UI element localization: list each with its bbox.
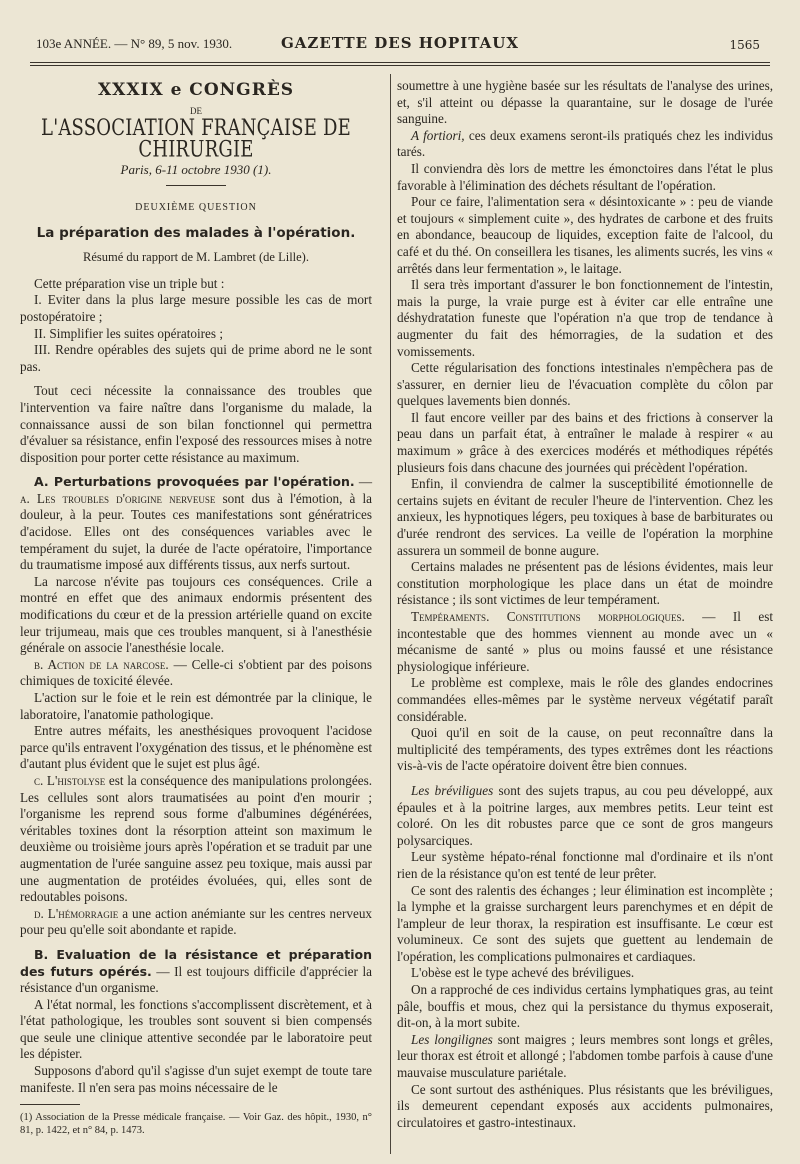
paragraph: Tout ceci nécessite la connaissance des troubles que l'intervention va faire naître dans l'organisme du malade, la connaissance aussi de son bilan fonctionnel qui permettra d'évaluer sa résistance, enfin l'exposé des ressources mises à notre disposition pour porter cette résistance au maximum.: [20, 383, 372, 465]
association-title: L'ASSOCIATION FRANÇAISE DE CHIRURGIE: [41, 115, 351, 163]
subheading: d. L'hémorragie: [34, 905, 119, 921]
paragraph: Cette préparation vise un triple but :: [34, 275, 225, 291]
issue-info: 103e ANNÉE. — N° 89, 5 nov. 1930.: [36, 36, 233, 51]
paragraph: Leur système hépato-rénal fonctionne mal d'ordinaire et ils n'ont rien de la résistance qu'on est tenté de leur prêter.: [397, 849, 773, 881]
section-heading-b: B. Evaluation de la résistance et préparation des futurs opérés.: [20, 946, 372, 979]
paragraph: Enfin, il conviendra de calmer la susceptibilité émotionnelle de certains sujets en évitant de reculer l'heure de l'intervention. Chez les anxieux, les hypnotiques légers, peu toxiques à base de barbiturates ou d'urée rendront des services. La veille de l'opération la morphine assurera un sommeil de bonne augure.: [397, 476, 773, 558]
footnote: (1) Association de la Presse médicale française. — Voir Gaz. des hôpit., 1930, n° 81, p. 1422, et n° 84, p. 1473.: [20, 1112, 372, 1137]
paragraph: Cette régularisation des fonctions intestinales n'empêchera pas de s'assurer, en dernier lieu de l'évacuation complète du côlon par quelques lavements bien donnés.: [397, 360, 773, 409]
paragraph: Tempéraments. Constitutions morphologiques. — Il est incontestable que des hommes viennent au monde avec un « mécanisme de santé » plus ou moins faussé et une résistance physiologique inférieure.: [397, 609, 773, 674]
paragraph: Quoi qu'il en soit de la cause, on peut reconnaître dans la multiplicité des tempéraments, des types extrêmes dont les réactions vis-à-vis de l'acte opératoire doivent être bien connues.: [397, 725, 773, 774]
paragraph: L'obèse est le type achevé des bréviligues.: [411, 965, 635, 981]
right-column: [397, 78, 773, 1131]
paragraph: Le problème est complexe, mais le rôle des glandes endocrines commandées elles-mêmes par le système nerveux végétatif paraît considérable.: [397, 675, 773, 724]
header-rule-double: [30, 65, 770, 66]
summary-line: Résumé du rapport de M. Lambret (de Lille).: [83, 250, 309, 265]
paragraph: III. Rendre opérables des sujets qui de prime abord ne le sont pas.: [20, 342, 372, 374]
column-divider: [390, 74, 391, 1154]
paragraph: Il sera très important d'assurer le bon fonctionnement de l'intestin, mais la purge, la vraie purge est à éviter car elle entraîne une déshydratation funeste que l'opération n'a que trop de tendance à augmenter du fait des hémorragies, de la sudation et des vomissements.: [397, 277, 773, 359]
page-header: [36, 30, 764, 60]
paragraph: A. Perturbations provoquées par l'opération. — a. Les troubles d'origine nerveuse sont dus à l'émotion, à la douleur, à la peur. Toutes ces manifestations sont génératrices d'acidose. Elles ont des conséquences variables avec le tempérament du sujet, la durée de l'acte opératoire, l'importance du traumatisme imposé aux différents tissus, aux nerfs surtout.: [20, 474, 373, 573]
paragraph: La narcose n'évite pas toujours ces conséquences. Crile a montré en effet que des animaux endormis présentent des modifications du cœur et de la pression artérielle quand on excite leur trijumeau, mais que ces troubles manquent, si à l'anesthésie générale on associe l'anesthésie locale.: [20, 573, 372, 656]
subheading: b. Action de la narcose.: [34, 656, 169, 672]
paragraph: Certains malades ne présentent pas de lésions évidentes, mais leur constitution morphologique les place dans un état de moindre résistance ; ils sont victimes de leur tempérament.: [397, 559, 773, 608]
paragraph: B. Evaluation de la résistance et préparation des futurs opérés. — Il est toujours difficile d'apprécier la résistance d'un organisme.: [20, 946, 372, 996]
paragraph: Les bréviligues sont des sujets trapus, au cou peu développé, aux épaules et à la poitrine larges, aux membres petits. Leur teint est coloré. On les dit robustes parce que ce sont de gros mangeurs polysarciques.: [397, 782, 774, 848]
subheading: — a. Les troubles d'origine nerveuse: [20, 474, 373, 506]
paragraph: c. L'histolyse est la conséquence des manipulations prolongées. Les cellules sont alors traumatisées au point d'en mourir ; l'organisme les reprend sous forme d'albumines dégénérées, véritables toxines dont la résorption atteint son maximum le deuxième ou troisième jours après l'opération et se traduit par une augmentation de l'urée sanguine assez peu toxique, mais aussi par une augmentation de protéides évoluées, qui, elles sont de redoutables poisons.: [20, 772, 373, 905]
section-rule: [166, 185, 226, 186]
paragraph: I. Eviter dans la plus large mesure possible les cas de mort postopératoire ;: [20, 292, 372, 324]
place-date: Paris, 6-11 octobre 1930 (1).: [120, 162, 272, 178]
left-column: [20, 78, 372, 1137]
paragraph: soumettre à une hygiène basée sur les résultats de l'analyse des urines, et, s'il atteint ou dépasse la quarantaine, sur le dosage de l'urée sanguine.: [397, 78, 773, 127]
paragraph: Pour ce faire, l'alimentation sera « désintoxicante » : peu de viande et toujours « simplement cuite », des hydrates de carbone et des fruits en abondance, beaucoup de liquides, exception faite de l'alcool, du café et du thé. On conseillera les tisanes, les aliments sucrés, les vins « arrêtés dans leur fermentation », le laitage.: [397, 194, 773, 276]
journal-title: GAZETTE DES HOPITAUX: [280, 34, 519, 52]
paragraph: b. Action de la narcose. — Celle-ci s'obtient par des poisons chimiques de toxicité élevée.: [20, 656, 373, 689]
paragraph: II. Simplifier les suites opératoires ;: [34, 325, 223, 341]
section-heading-a: A. Perturbations provoquées par l'opération.: [34, 474, 355, 490]
article-title: La préparation des malades à l'opération.: [36, 224, 356, 241]
paragraph: d. L'hémorragie a une action anémiante sur les centres nerveux pour peu qu'elle soit abondante et rapide.: [20, 905, 373, 938]
paragraph: Ce sont surtout des asthéniques. Plus résistants que les bréviligues, ils demeurent cependant exposés aux accidents pulmonaires, circulatoires et gastro-intestinaux.: [397, 1081, 773, 1130]
footnote-rule: [20, 1104, 80, 1105]
paragraph: Il faut encore veiller par des bains et des frictions à conserver la peau dans un parfait état, à entraîner le malade à respirer « au maximum » grâce à des exercices modérés et méthodiques répétés plusieurs fois dans chacune des journées qui précèdent l'opération.: [397, 409, 773, 475]
paragraph: Il conviendra dès lors de mettre les émonctoires dans l'état le plus favorable à l'élimination des déchets résultant de l'opération.: [397, 160, 773, 193]
paragraph: Ce sont des ralentis des échanges ; leur élimination est incomplète ; la lymphe et la graisse surchargent leurs parenchymes et en dépit de l'ampleur de leur thorax, la respiration est insuffisante. Le cœur est volumineux. Ce sont des sujets que guettent au lendemain de l'opération, les complications pulmonaires et cardiaques.: [397, 882, 773, 964]
header-rule: [30, 62, 770, 63]
paragraph: Entre autres méfaits, les anesthésiques provoquent l'acidose parce qu'ils entravent l'oxygénation des tissus, et le phénomène est d'autant plus évident que le sujet est plus âgé.: [20, 723, 372, 772]
question-heading: DEUXIÈME QUESTION: [135, 201, 257, 213]
subheading: c. L'histolyse: [34, 772, 106, 788]
subheading: Tempéraments. Constitutions morphologiques.: [411, 609, 685, 624]
paragraph: Les longilignes sont maigres ; leurs membres sont longs et grêles, leur thorax est étroit et allongé ; l'abdomen tombe parfois à cause d'une mauvaise musculature pariétale.: [397, 1031, 773, 1081]
congress-title: XXXIX e CONGRÈS: [97, 80, 295, 100]
paragraph: L'action sur le foie et le rein est démontrée par la clinique, le laboratoire, l'anatomie pathologique.: [20, 690, 372, 722]
paragraph: A l'état normal, les fonctions s'accomplissent discrètement, et à l'état pathologique, les troubles sont souvent si bien compensés que seule une clinique attentive secondée par le laboratoire peut les dépister.: [20, 996, 372, 1062]
paragraph: A fortiori, ces deux examens seront-ils pratiqués chez les individus tarés.: [397, 127, 773, 160]
congress-de: DE: [190, 105, 202, 116]
paragraph: Supposons d'abord qu'il s'agisse d'un sujet exempt de toute tare manifeste. Il n'en sera pas moins nécessaire de le: [20, 1063, 372, 1095]
page-number: 1565: [729, 38, 760, 52]
paragraph: On a rapproché de ces individus certains lymphatiques gras, au teint pâle, bouffis et mous, chez qui la persistance du thymus exposerait, dit-on, à la mort subite.: [397, 982, 773, 1031]
